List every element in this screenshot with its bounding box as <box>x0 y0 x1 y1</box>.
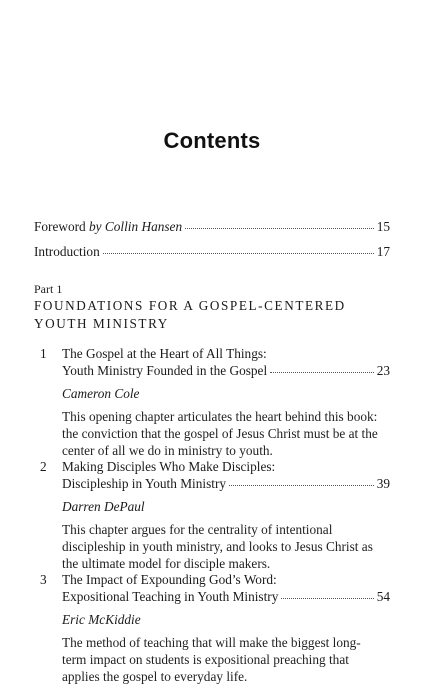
dot-leader <box>229 475 374 486</box>
chapter-subtitle: Expositional Teaching in Youth Ministry <box>62 589 279 604</box>
chapter-entry[interactable] <box>34 571 390 685</box>
part-title <box>34 297 394 333</box>
chapter-author: Darren DePaul <box>62 499 145 514</box>
chapter-number: 1 <box>40 346 47 361</box>
toc-entry-introduction[interactable] <box>34 243 390 260</box>
dot-leader <box>281 588 373 599</box>
toc-entry-label: Foreword by Collin Hansen <box>34 219 183 234</box>
part-label: Part 1 <box>34 282 63 296</box>
chapter-subtitle: Discipleship in Youth Ministry <box>62 476 227 491</box>
chapter-title: The Gospel at the Heart of All Things: <box>62 346 267 361</box>
chapter-description: This chapter argues for the centrality of intentional discipleship in youth ministry, and looks to Jesus Christ as the ultimate model for disciple makers. <box>62 522 373 571</box>
part-title-line: YOUTH MINISTRY <box>34 316 169 331</box>
chapter-page: 23 <box>376 363 390 378</box>
page-title: Contents <box>163 128 261 153</box>
dot-leader <box>103 243 374 254</box>
toc-entry-author: by Collin Hansen <box>89 219 183 234</box>
chapter-title: Making Disciples Who Make Disciples: <box>62 459 276 474</box>
chapter-entry[interactable] <box>34 458 390 572</box>
dot-leader <box>270 362 374 373</box>
chapter-page: 54 <box>376 589 390 604</box>
chapter-entry[interactable] <box>34 345 390 459</box>
toc-entry-page: 17 <box>376 244 390 259</box>
chapter-author: Cameron Cole <box>62 386 140 401</box>
chapter-number: 2 <box>40 459 47 474</box>
toc-entry-page: 15 <box>376 219 390 234</box>
chapter-subtitle: Youth Ministry Founded in the Gospel <box>62 363 268 378</box>
toc-entry-label: Introduction <box>34 244 100 259</box>
chapter-page: 39 <box>376 476 390 491</box>
part-title-line: FOUNDATIONS FOR A GOSPEL-CENTERED <box>34 298 346 313</box>
chapter-author: Eric McKiddie <box>62 612 141 627</box>
dot-leader <box>185 218 374 229</box>
chapter-description: The method of teaching that will make the biggest long- term impact on students is expositional preaching that applies the gospel to everyday life. <box>62 635 361 684</box>
chapter-description: This opening chapter articulates the heart behind this book: the conviction that the gospel of Jesus Christ must be at the center of all we do in ministry to youth. <box>62 409 378 458</box>
toc-entry-foreword[interactable] <box>34 218 390 235</box>
chapter-number: 3 <box>40 572 47 587</box>
chapter-title: The Impact of Expounding God’s Word: <box>62 572 277 587</box>
